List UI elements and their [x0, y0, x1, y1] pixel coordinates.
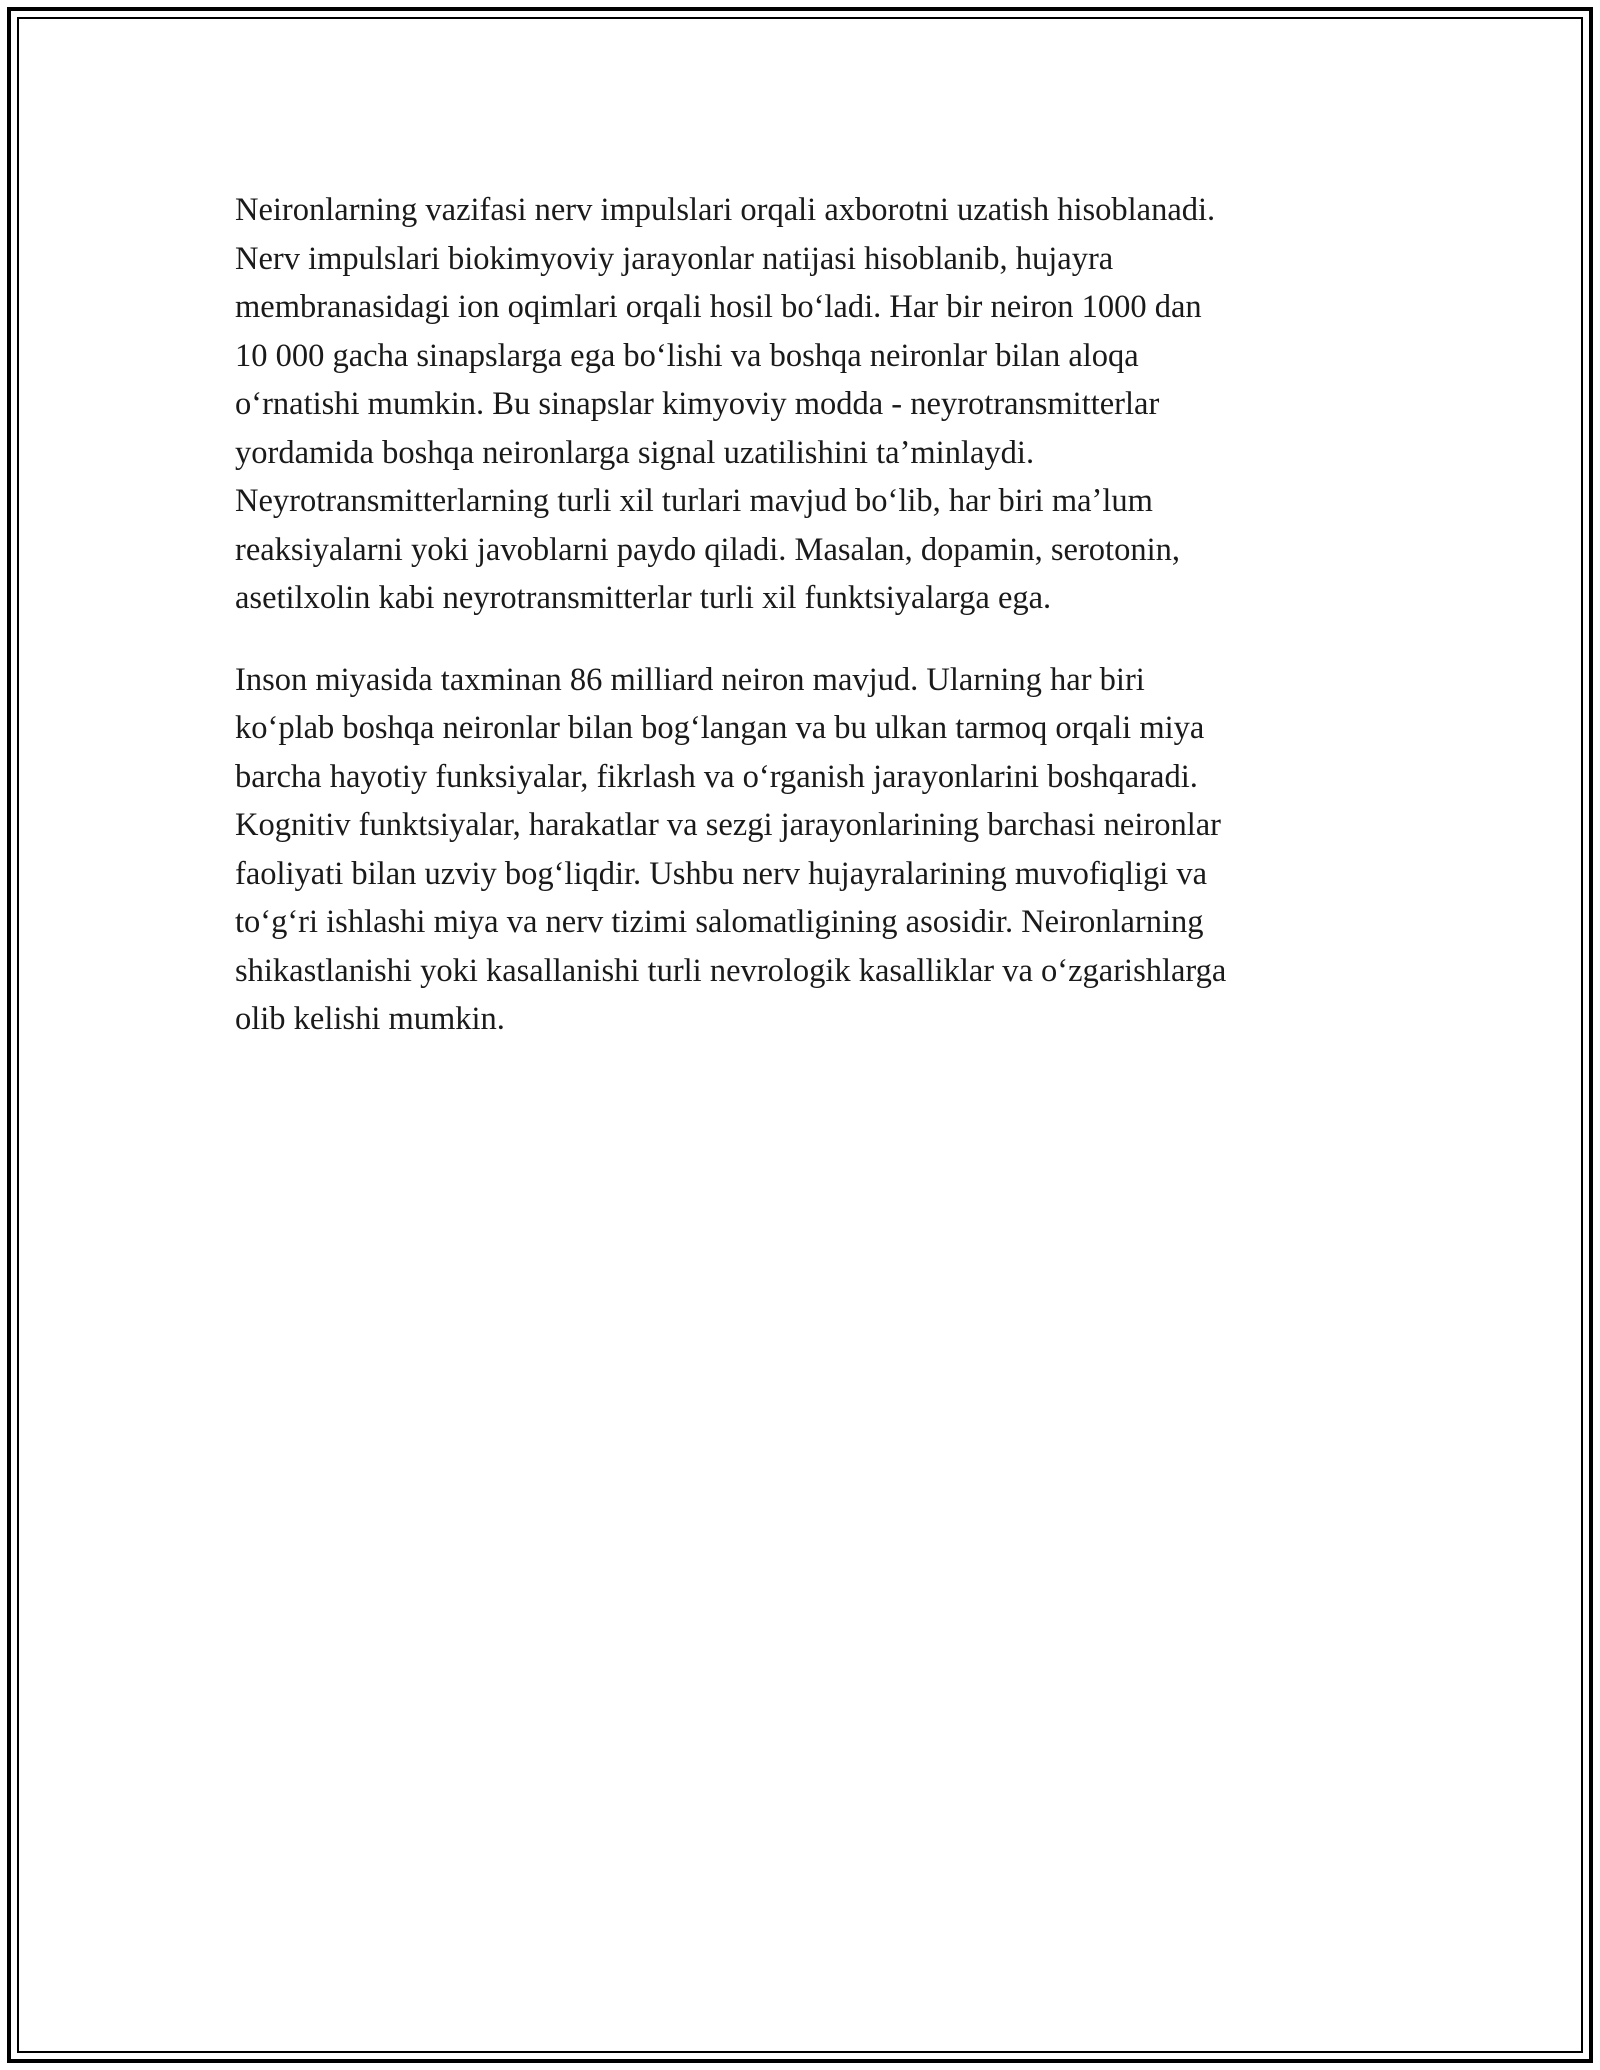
text-line: oʻrnatishi mumkin. Bu sinapslar kimyoviy modda - neyrotransmitterlar: [235, 386, 1160, 422]
paragraph-1: [235, 186, 1375, 623]
text-line: asetilxolin kabi neyrotransmitterlar turli xil funktsiyalarga ega.: [235, 580, 1052, 616]
text-line: Nerv impulslari biokimyoviy jarayonlar natijasi hisoblanib, hujayra: [235, 240, 1114, 277]
text-line: Neyrotransmitterlarning turli xil turlari mavjud boʻlib, har biri maʼlum: [235, 483, 1153, 519]
text-line: Neironlarning vazifasi nerv impulslari orqali axborotni uzatish hisoblanadi.: [235, 192, 1216, 228]
text-line: olib kelishi mumkin.: [235, 1001, 505, 1037]
text-line: reaksiyalarni yoki javoblarni paydo qiladi. Masalan, dopamin, serotonin,: [235, 531, 1180, 568]
text-line: koʻplab boshqa neironlar bilan bogʻlangan va bu ulkan tarmoq orqali miya: [235, 710, 1205, 746]
text-line: shikastlanishi yoki kasallanishi turli nevrologik kasalliklar va oʻzgarishlarga: [235, 952, 1227, 989]
text-line: yordamida boshqa neironlarga signal uzatilishini taʼminlaydi.: [235, 434, 1035, 471]
text-line: 10 000 gacha sinapslarga ega boʻlishi va boshqa neironlar bilan aloqa: [235, 337, 1139, 374]
document-body: [235, 186, 1375, 1044]
text-line: Inson miyasida taxminan 86 milliard neiron mavjud. Ularning har biri: [235, 661, 1145, 698]
text-line: toʻgʻri ishlashi miya va nerv tizimi salomatligining asosidir. Neironlarning: [235, 904, 1204, 940]
text-line: Kognitiv funktsiyalar, harakatlar va sezgi jarayonlarining barchasi neironlar: [235, 807, 1221, 843]
text-line: barcha hayotiy funksiyalar, fikrlash va oʻrganish jarayonlarini boshqaradi.: [235, 758, 1198, 795]
text-line: membranasidagi ion oqimlari orqali hosil boʻladi. Har bir neiron 1000 dan: [235, 289, 1202, 325]
text-line: faoliyati bilan uzviy bogʻliqdir. Ushbu nerv hujayralarining muvofiqligi va: [235, 855, 1208, 892]
paragraph-2: [235, 656, 1375, 1044]
